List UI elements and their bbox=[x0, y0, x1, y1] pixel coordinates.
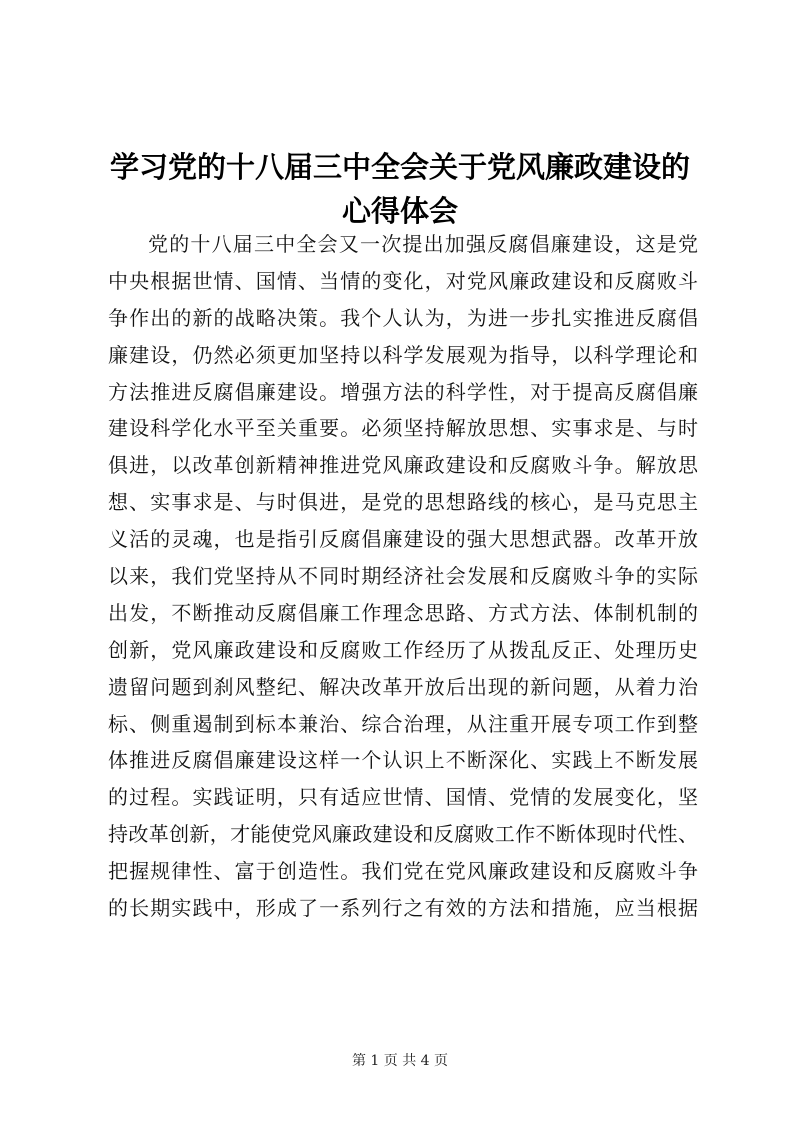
body-line: 廉建设，仍然必须更加坚持以科学发展观为指导，以科学理论和 bbox=[108, 342, 698, 367]
body-line: 持改革创新，才能使党风廉政建设和反腐败工作不断体现时代性、 bbox=[108, 822, 698, 847]
body-line: 的过程。实践证明，只有适应世情、国情、党情的发展变化，坚 bbox=[108, 785, 698, 810]
body-line: 义活的灵魂，也是指引反腐倡廉建设的强大思想武器。改革开放 bbox=[108, 527, 698, 552]
body-line: 把握规律性、富于创造性。我们党在党风廉政建设和反腐败斗争 bbox=[108, 859, 698, 884]
body-line: 方法推进反腐倡廉建设。增强方法的科学性，对于提高反腐倡廉 bbox=[108, 379, 698, 404]
body-line: 想、实事求是、与时俱进，是党的思想路线的核心，是马克思主 bbox=[108, 490, 698, 515]
body-line: 标、侧重遏制到标本兼治、综合治理，从注重开展专项工作到整 bbox=[108, 711, 698, 736]
body-line: 出发，不断推动反腐倡廉工作理念思路、方式方法、体制机制的 bbox=[108, 600, 698, 625]
document-body bbox=[108, 226, 698, 927]
document-title: 学习党的十八届三中全会关于党风廉政建设的心得体会 bbox=[109, 150, 690, 228]
body-line: 的长期实践中，形成了一系列行之有效的方法和措施，应当根据 bbox=[108, 896, 698, 921]
body-line: 遗留问题到刹风整纪、解决改革开放后出现的新问题，从着力治 bbox=[108, 674, 698, 699]
body-line: 以来，我们党坚持从不同时期经济社会发展和反腐败斗争的实际 bbox=[108, 564, 698, 589]
body-line: 创新，党风廉政建设和反腐败工作经历了从拨乱反正、处理历史 bbox=[108, 637, 698, 662]
body-line: 党的十八届三中全会又一次提出加强反腐倡廉建设，这是党 bbox=[148, 232, 698, 256]
page-footer: 第 1 页 共 4 页 bbox=[351, 1053, 449, 1069]
body-line: 中央根据世情、国情、当情的变化，对党风廉政建设和反腐败斗 bbox=[108, 268, 698, 293]
body-line: 争作出的新的战略决策。我个人认为，为进一步扎实推进反腐倡 bbox=[108, 305, 698, 330]
body-line: 俱进，以改革创新精神推进党风廉政建设和反腐败斗争。解放思 bbox=[108, 453, 698, 478]
body-line: 建设科学化水平至关重要。必须坚持解放思想、实事求是、与时 bbox=[108, 416, 698, 441]
body-line: 体推进反腐倡廉建设这样一个认识上不断深化、实践上不断发展 bbox=[108, 748, 698, 773]
